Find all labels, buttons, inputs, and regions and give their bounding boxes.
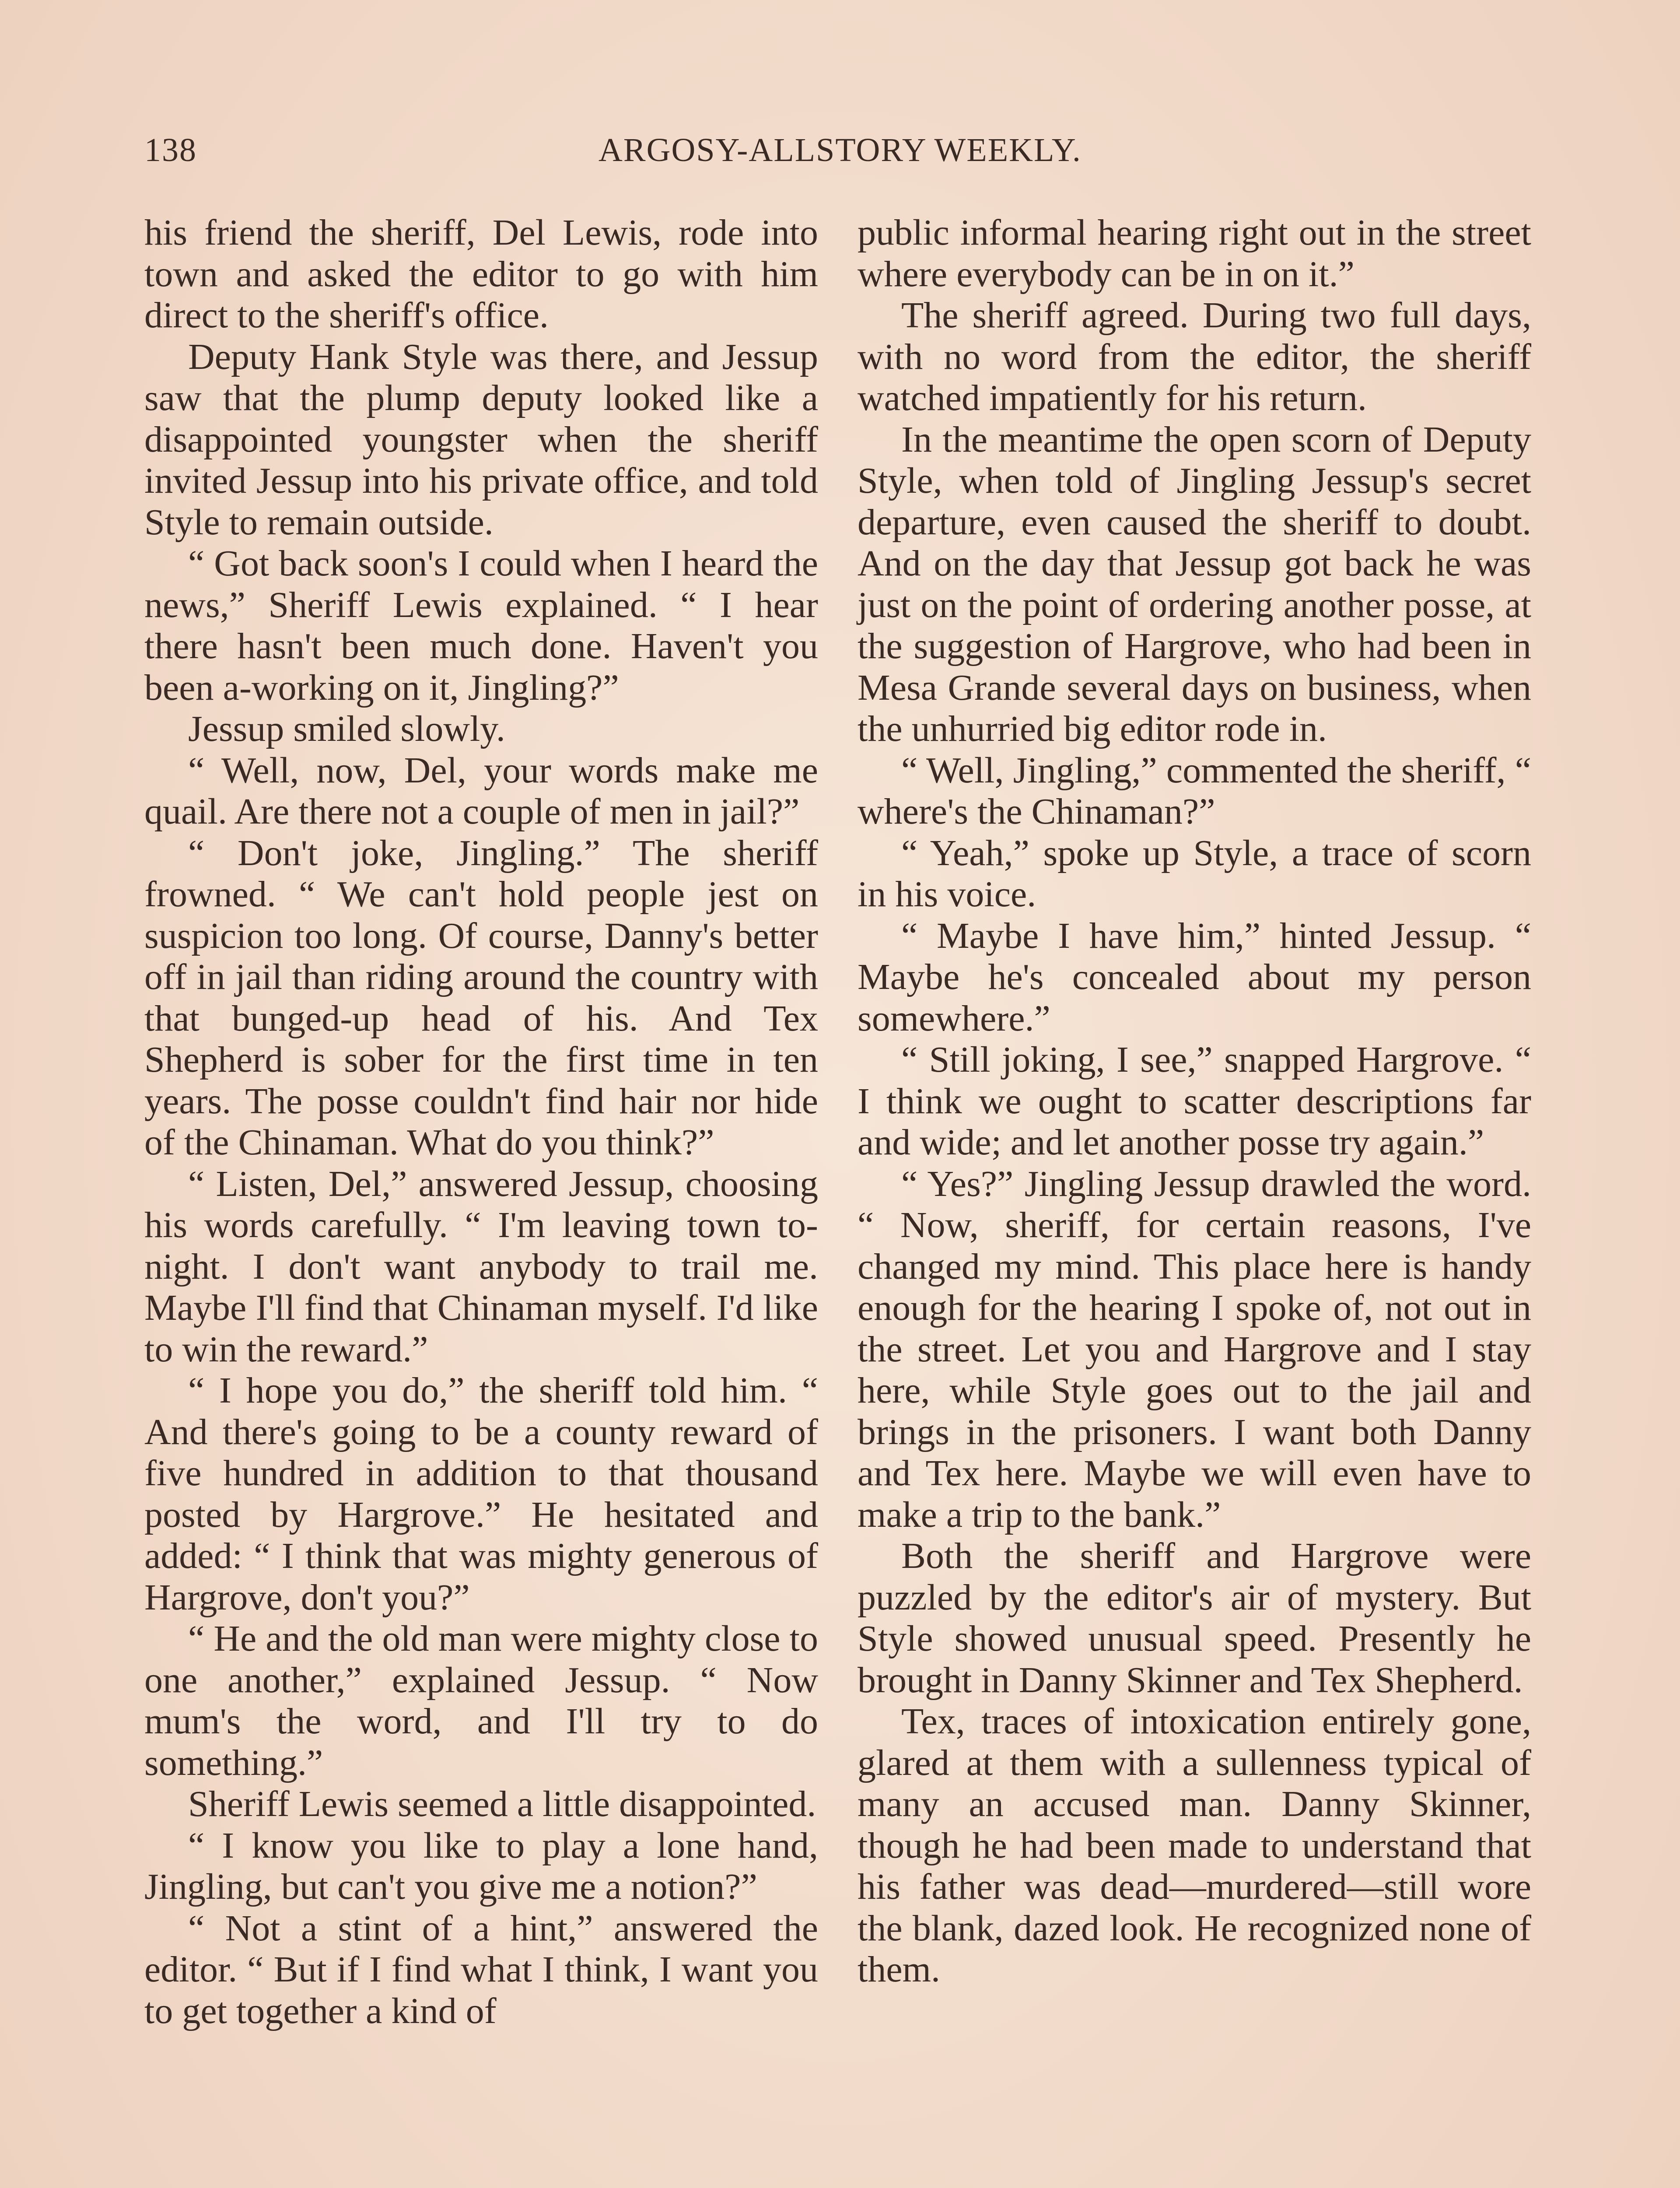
paragraph: Both the sheriff and Hargrove were puzzled by the editor's air of mystery. But Style showed unusual speed. Presently he brought in Danny Skinner and Tex Shepherd. [858,1536,1531,1701]
paragraph: public informal hearing right out in the street where everybody can be in on it.” [858,212,1531,295]
paragraph: In the meantime the open scorn of Deputy Style, when told of Jingling Jessup's secret departure, even caused the sheriff to doubt. And on the day that Jessup got back he was just on the point of ordering another posse, at the suggestion of Hargrove, who had been in Mesa Grande several days on business, when the unhurried big editor rode in. [858,419,1531,749]
paragraph: Tex, traces of intoxication entirely gone, glared at them with a sullenness typical of many an accused man. Danny Skinner, though he had been made to understand that his father was dead—murdered—still wore the blank, dazed look. He recognized none of them. [858,1701,1531,1990]
paragraph: “ Don't joke, Jingling.” The sheriff frowned. “ We can't hold people jest on suspicion too long. Of course, Danny's better off in jail than riding around the country with that bunged-up head of his. And Tex Shepherd is sober for the first time in ten years. The posse couldn't find hair nor hide of the Chinaman. What do you think?” [144,832,818,1163]
paragraph: “ I know you like to play a lone hand, Jingling, but can't you give me a notion?” [144,1825,818,1907]
paragraph: “ I hope you do,” the sheriff told him. “ And there's going to be a county reward of five hundred in addition to that thousand posted by Hargrove.” He hesitated and added: “ I think that was mighty generous of Hargrove, don't you?” [144,1370,818,1618]
paragraph: “ Not a stint of a hint,” answered the editor. “ But if I find what I think, I want you to get together a kind of [144,1907,818,2031]
running-head: ARGOSY-ALLSTORY WEEKLY. [598,132,1082,168]
paragraph: “ Listen, Del,” answered Jessup, choosing his words carefully. “ I'm leaving town to-night. I don't want anybody to trail me. Maybe I'll find that Chinaman myself. I'd like to win the reward.” [144,1163,818,1370]
paragraph: “ Still joking, I see,” snapped Hargrove. “ I think we ought to scatter descriptions far and wide; and let another posse try again.” [858,1039,1531,1163]
paragraph: “ He and the old man were mighty close to one another,” explained Jessup. “ Now mum's the word, and I'll try to do something.” [144,1618,818,1783]
page-number: 138 [144,132,197,168]
paragraph: “ Well, Jingling,” commented the sheriff, “ where's the Chinaman?” [858,750,1531,832]
paragraph: “ Maybe I have him,” hinted Jessup. “ Maybe he's concealed about my person somewhere.” [858,915,1531,1039]
right-column [858,212,1531,1991]
paragraph: Deputy Hank Style was there, and Jessup saw that the plump deputy looked like a disappointed youngster when the sheriff invited Jessup into his private office, and told Style to remain outside. [144,336,818,543]
paragraph: his friend the sheriff, Del Lewis, rode into town and asked the editor to go with him direct to the sheriff's office. [144,212,818,336]
page-header [144,131,1536,179]
paragraph: “ Got back soon's I could when I heard the news,” Sheriff Lewis explained. “ I hear there hasn't been much done. Haven't you been a-working on it, Jingling?” [144,543,818,708]
paragraph: Jessup smiled slowly. [188,708,505,749]
paragraph: Sheriff Lewis seemed a little disappointed. [188,1784,816,1824]
paragraph: “ Yes?” Jingling Jessup drawled the word. “ Now, sheriff, for certain reasons, I've changed my mind. This place here is handy enough for the hearing I spoke of, not out in the street. Let you and Hargrove and I stay here, while Style goes out to the jail and brings in the prisoners. I want both Danny and Tex here. Maybe we will even have to make a trip to the bank.” [858,1163,1531,1535]
paragraph: The sheriff agreed. During two full days, with no word from the editor, the sheriff watched impatiently for his return. [858,295,1531,418]
paragraph: “ Well, now, Del, your words make me quail. Are there not a couple of men in jail?” [144,750,818,832]
left-column [144,212,818,2032]
paragraph: “ Yeah,” spoke up Style, a trace of scorn in his voice. [858,832,1531,915]
